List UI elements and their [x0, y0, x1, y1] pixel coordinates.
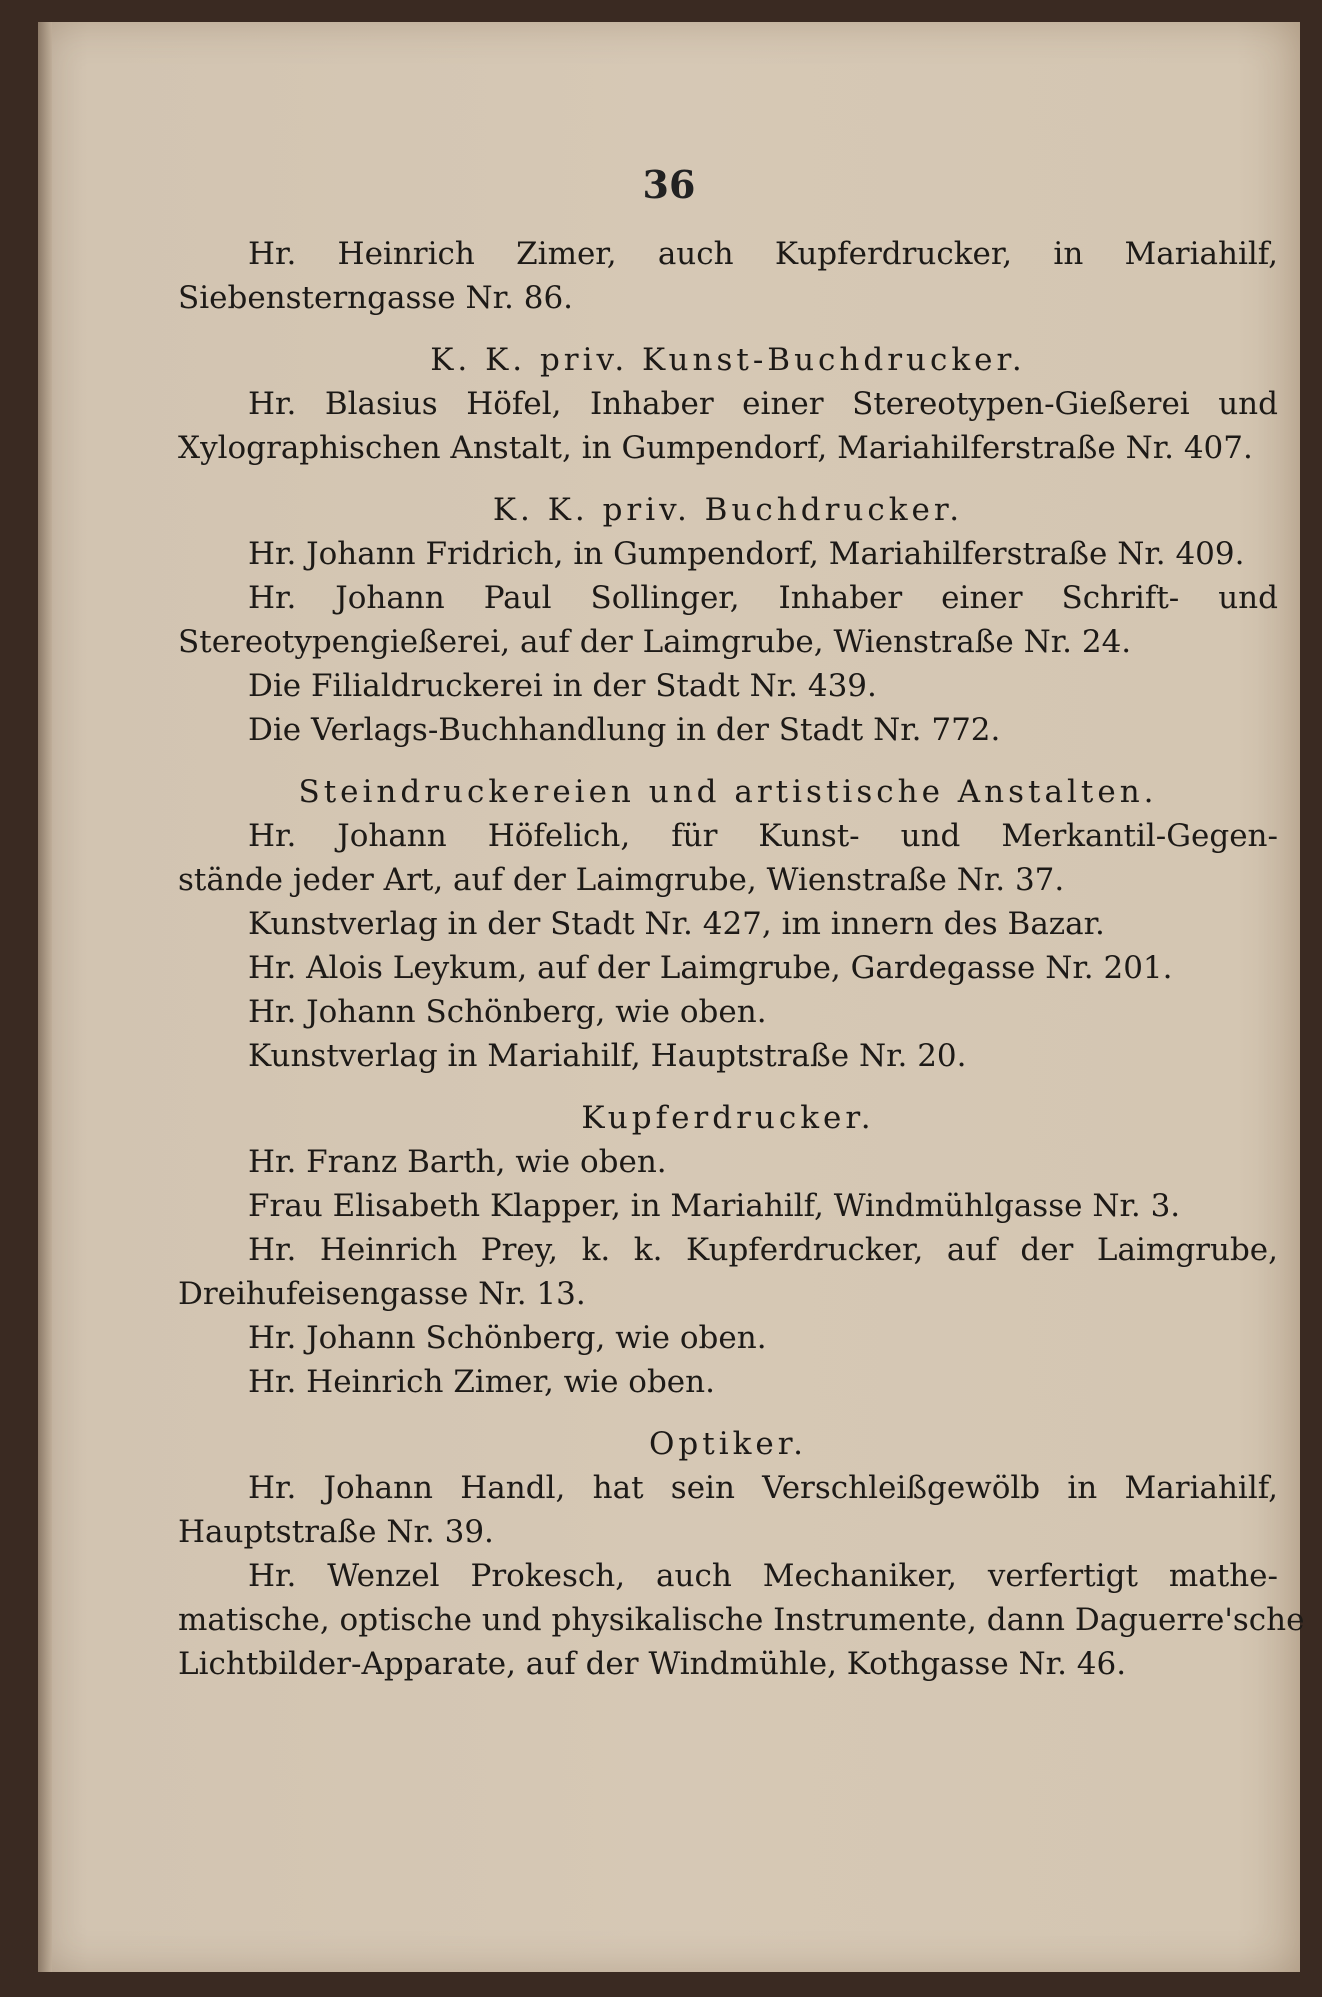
text-line: Dreihufeisengasse Nr. 13.	[178, 1276, 586, 1312]
text-line: Hr. Johann Handl, hat sein Verschleißgewölb in Mariahilf,	[248, 1470, 1278, 1506]
text-line: Kunstverlag in Mariahilf, Hauptstraße Nr. 20.	[248, 1038, 967, 1074]
text-line: Hr. Wenzel Prokesch, auch Mechaniker, verfertigt mathe-	[248, 1558, 1278, 1594]
text-line: Xylographischen Anstalt, in Gumpendorf, Mariahilferstraße Nr. 407.	[178, 430, 1253, 466]
text-line: Hr. Franz Barth, wie oben.	[248, 1144, 667, 1180]
section-heading: K. K. priv. Kunst-Buchdrucker.	[430, 342, 1026, 378]
text-line: Frau Elisabeth Klapper, in Mariahilf, Windmühlgasse Nr. 3.	[248, 1188, 1181, 1224]
section-heading: Steindruckereien und artistische Anstalten.	[298, 774, 1158, 810]
page-number: 36	[642, 162, 696, 207]
text-line: Hr. Alois Leykum, auf der Laimgrube, Gardegasse Nr. 201.	[248, 950, 1173, 986]
page-binding-edge	[38, 22, 52, 1972]
text-line: Hr. Heinrich Zimer, wie oben.	[248, 1364, 715, 1400]
text-line: Kunstverlag in der Stadt Nr. 427, im innern des Bazar.	[248, 906, 1105, 942]
text-line: Stereotypengießerei, auf der Laimgrube, Wienstraße Nr. 24.	[178, 624, 1132, 660]
text-line: Die Verlags-Buchhandlung in der Stadt Nr. 772.	[248, 712, 1001, 748]
book-page	[38, 22, 1305, 1972]
text-line: Die Filialdruckerei in der Stadt Nr. 439.	[248, 668, 877, 704]
text-line: Hauptstraße Nr. 39.	[178, 1514, 494, 1550]
text-line: Hr. Johann Höfelich, für Kunst- und Merkantil-Gegen-	[248, 818, 1278, 854]
text-line: Hr. Johann Schönberg, wie oben.	[248, 1320, 767, 1356]
section-heading: K. K. priv. Buchdrucker.	[492, 492, 964, 528]
text-line: Lichtbilder-Apparate, auf der Windmühle, Kothgasse Nr. 46.	[178, 1646, 1127, 1682]
text-line: Siebensterngasse Nr. 86.	[178, 280, 574, 316]
text-line: Hr. Heinrich Zimer, auch Kupferdrucker, in Mariahilf,	[248, 236, 1278, 272]
text-line: Hr. Heinrich Prey, k. k. Kupferdrucker, auf der Laimgrube,	[248, 1232, 1278, 1268]
section-heading: Optiker.	[648, 1426, 808, 1462]
text-line: Hr. Johann Paul Sollinger, Inhaber einer Schrift- und	[248, 580, 1278, 616]
text-line: Hr. Johann Schönberg, wie oben.	[248, 994, 767, 1030]
directory-text	[178, 232, 1305, 1686]
section-heading: Kupferdrucker.	[581, 1100, 875, 1136]
text-line: Hr. Johann Fridrich, in Gumpendorf, Mariahilferstraße Nr. 409.	[248, 536, 1245, 572]
text-line: matische, optische und physikalische Instrumente, dann Daguerre'sche	[178, 1602, 1305, 1638]
text-line: stände jeder Art, auf der Laimgrube, Wienstraße Nr. 37.	[178, 862, 1065, 898]
text-line: Hr. Blasius Höfel, Inhaber einer Stereotypen-Gießerei und	[248, 386, 1278, 422]
